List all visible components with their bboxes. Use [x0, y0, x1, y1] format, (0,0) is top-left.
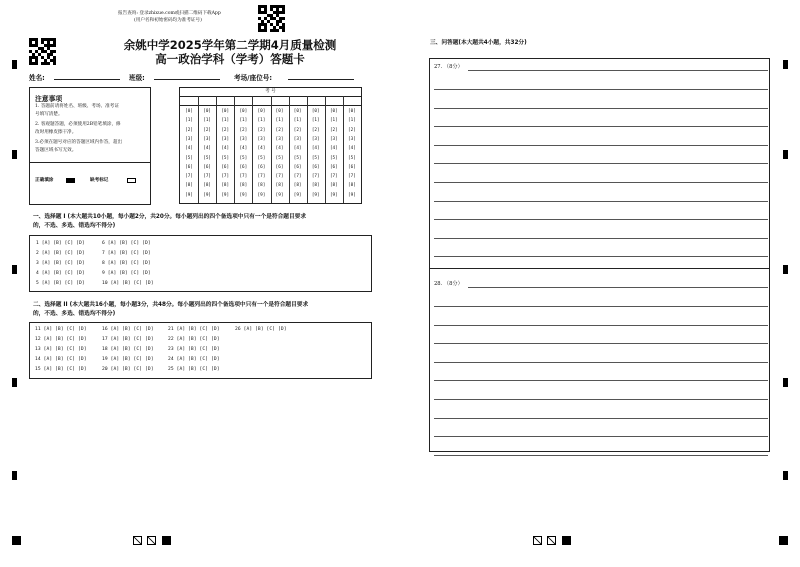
- exam-digit-bubble[interactable]: [9]: [348, 192, 356, 198]
- exam-digit-bubble[interactable]: [3]: [293, 136, 302, 142]
- exam-number-header: 考 号: [265, 89, 276, 94]
- answer-line: [434, 163, 768, 164]
- choice-question-row[interactable]: 14 [A] [B] [C] [D]: [35, 357, 87, 362]
- exam-digit-bubble[interactable]: [9]: [275, 192, 284, 198]
- exam-number-grid: [179, 87, 362, 204]
- choice-question-row[interactable]: 4 [A] [B] [C] [D]: [36, 271, 85, 276]
- choice-question-row[interactable]: 9 [A] [B] [C] [D]: [102, 271, 151, 276]
- answer-line: [434, 182, 768, 183]
- exam-digit-bubble[interactable]: [5]: [329, 155, 338, 161]
- question-27-answer-area[interactable]: [429, 58, 770, 269]
- exam-digit-bubble[interactable]: [5]: [311, 155, 320, 161]
- report-notice-line2: (用户名和初始密码均为准考证号): [134, 18, 202, 23]
- exam-digit-bubble[interactable]: [0]: [329, 109, 338, 114]
- choice-question-row[interactable]: 11 [A] [B] [C] [D]: [35, 327, 87, 332]
- answer-line: [434, 89, 768, 90]
- timing-mark: [12, 471, 17, 480]
- answer-line: [434, 201, 768, 202]
- choice-question-row[interactable]: 16 [A] [B] [C] [D]: [102, 327, 154, 332]
- correct-fill-sample: [66, 178, 75, 183]
- absent-mark-checkbox[interactable]: [127, 178, 136, 183]
- exam-digit-bubble[interactable]: [7]: [329, 174, 338, 180]
- exam-digit-bubble[interactable]: [7]: [348, 174, 356, 180]
- exam-digit-bubble[interactable]: [2]: [275, 127, 284, 133]
- answer-line: [434, 455, 768, 456]
- anchor-mark: [562, 536, 571, 545]
- exam-digit-bubble[interactable]: [6]: [257, 164, 266, 170]
- exam-digit-bubble[interactable]: [8]: [329, 183, 338, 189]
- exam-digit-bubble[interactable]: [2]: [239, 127, 248, 133]
- exam-digit-bubble[interactable]: [5]: [221, 155, 230, 161]
- exam-digit-bubble[interactable]: [3]: [257, 136, 266, 142]
- absent-mark-label: 缺考标记: [90, 178, 109, 183]
- class-field[interactable]: [154, 72, 220, 80]
- timing-mark: [12, 265, 17, 274]
- notes-line: 3.必须在题号对应的答题区域内作答，超出: [35, 140, 123, 145]
- exam-digit-bubble[interactable]: [2]: [203, 127, 212, 133]
- notes-box: [29, 87, 151, 205]
- exam-digit-bubble[interactable]: [4]: [348, 146, 356, 152]
- exam-digit-bubble[interactable]: [4]: [203, 146, 212, 152]
- timing-mark: [783, 60, 788, 69]
- section1-answer-box: [29, 235, 372, 292]
- choice-question-row[interactable]: 6 [A] [B] [C] [D]: [102, 241, 151, 246]
- exam-digit-bubble[interactable]: [0]: [257, 109, 266, 114]
- answer-line: [434, 343, 768, 344]
- answer-line: [434, 219, 768, 220]
- timing-mark: [783, 150, 788, 159]
- timing-mark: [12, 60, 17, 69]
- exam-digit-bubble[interactable]: [2]: [329, 127, 338, 133]
- timing-mark: [783, 471, 788, 480]
- exam-digit-bubble[interactable]: [2]: [348, 127, 356, 133]
- choice-question-row[interactable]: 18 [A] [B] [C] [D]: [102, 347, 154, 352]
- exam-digit-bubble[interactable]: [7]: [239, 174, 248, 180]
- answer-line: [434, 380, 768, 381]
- exam-digit-bubble[interactable]: [5]: [239, 155, 248, 161]
- exam-digit-bubble[interactable]: [4]: [311, 146, 320, 152]
- choice-question-row[interactable]: 1 [A] [B] [C] [D]: [36, 241, 85, 246]
- exam-digit-bubble[interactable]: [3]: [185, 136, 193, 142]
- timing-mark: [12, 150, 17, 159]
- exam-digit-bubble[interactable]: [8]: [257, 183, 266, 189]
- exam-digit-bubble[interactable]: [1]: [293, 118, 302, 124]
- choice-question-row[interactable]: 5 [A] [B] [C] [D]: [36, 281, 85, 286]
- answer-line: [434, 362, 768, 363]
- exam-digit-bubble[interactable]: [5]: [203, 155, 212, 161]
- exam-digit-bubble[interactable]: [9]: [293, 192, 302, 198]
- exam-digit-bubble[interactable]: [9]: [203, 192, 212, 198]
- question-28-answer-area[interactable]: [429, 268, 770, 452]
- name-label: 姓名:: [29, 74, 45, 82]
- exam-digit-bubble[interactable]: [5]: [293, 155, 302, 161]
- page-subtitle: 高一政治学科（学考）答题卡: [155, 52, 305, 66]
- exam-digit-bubble[interactable]: [4]: [293, 146, 302, 152]
- notes-title: 注意事项: [35, 95, 63, 103]
- exam-digit-bubble[interactable]: [9]: [221, 192, 230, 198]
- corner-mark: [12, 536, 21, 545]
- exam-digit-bubble[interactable]: [9]: [185, 192, 193, 198]
- exam-digit-bubble[interactable]: [4]: [275, 146, 284, 152]
- exam-digit-bubble[interactable]: [2]: [257, 127, 266, 133]
- answer-line: [434, 306, 768, 307]
- name-field[interactable]: [54, 72, 120, 80]
- section1-heading-cont: 的，不选、多选、错选均不得分): [33, 223, 116, 229]
- exam-digit-bubble[interactable]: [6]: [239, 164, 248, 170]
- choice-question-row[interactable]: 15 [A] [B] [C] [D]: [35, 367, 87, 372]
- choice-question-row[interactable]: 23 [A] [B] [C] [D]: [168, 347, 220, 352]
- answer-line: [434, 108, 768, 109]
- exam-digit-bubble[interactable]: [1]: [185, 118, 193, 124]
- answer-line: [434, 126, 768, 127]
- exam-digit-bubble[interactable]: [1]: [329, 118, 338, 124]
- exam-digit-bubble[interactable]: [1]: [275, 118, 284, 124]
- answer-line: [468, 70, 768, 71]
- choice-question-row[interactable]: 13 [A] [B] [C] [D]: [35, 347, 87, 352]
- exam-digit-bubble[interactable]: [4]: [329, 146, 338, 152]
- exam-digit-bubble[interactable]: [0]: [348, 109, 356, 114]
- exam-digit-bubble[interactable]: [0]: [203, 109, 212, 114]
- exam-digit-bubble[interactable]: [1]: [221, 118, 230, 124]
- exam-digit-bubble[interactable]: [9]: [311, 192, 320, 198]
- room-seat-label: 考场/座位号:: [234, 74, 273, 82]
- page-title: 余姚中学2025学年第二学期4月质量检测: [123, 38, 337, 52]
- qr-code-icon: [258, 5, 285, 32]
- exam-digit-bubble[interactable]: [8]: [293, 183, 302, 189]
- choice-question-row[interactable]: 10 [A] [B] [C] [D]: [102, 281, 154, 286]
- exam-digit-bubble[interactable]: [8]: [221, 183, 230, 189]
- anchor-box: [547, 536, 556, 545]
- choice-question-row[interactable]: 22 [A] [B] [C] [D]: [168, 337, 220, 342]
- exam-digit-bubble[interactable]: [7]: [275, 174, 284, 180]
- exam-digit-bubble[interactable]: [8]: [311, 183, 320, 189]
- choice-question-row[interactable]: 7 [A] [B] [C] [D]: [102, 251, 151, 256]
- exam-digit-bubble[interactable]: [3]: [275, 136, 284, 142]
- exam-digit-bubble[interactable]: [7]: [311, 174, 320, 180]
- notes-line: 1. 答题前请将姓名、班级、考场、准考证: [35, 104, 119, 109]
- exam-digit-bubble[interactable]: [9]: [329, 192, 338, 198]
- exam-digit-bubble[interactable]: [3]: [311, 136, 320, 142]
- answer-line: [434, 238, 768, 239]
- choice-question-row[interactable]: 25 [A] [B] [C] [D]: [168, 367, 220, 372]
- report-notice-line1: 报告查询: 登录zhixue.com或扫描二维码下载App: [118, 11, 221, 16]
- exam-digit-bubble[interactable]: [7]: [185, 174, 193, 180]
- choice-question-row[interactable]: 8 [A] [B] [C] [D]: [102, 261, 151, 266]
- choice-question-row[interactable]: 19 [A] [B] [C] [D]: [102, 357, 154, 362]
- section2-heading: 二、选择题 II (本大题共16小题，每小题3分，共48分。每小题列出的四个备选项中只有一个是符合题目要求: [33, 302, 309, 308]
- exam-digit-bubble[interactable]: [2]: [185, 127, 193, 133]
- anchor-box: [133, 536, 142, 545]
- exam-digit-bubble[interactable]: [1]: [239, 118, 248, 124]
- timing-mark: [12, 378, 17, 387]
- exam-digit-bubble[interactable]: [8]: [185, 183, 193, 189]
- exam-digit-bubble[interactable]: [3]: [203, 136, 212, 142]
- exam-digit-bubble[interactable]: [8]: [275, 183, 284, 189]
- exam-digit-bubble[interactable]: [8]: [348, 183, 356, 189]
- exam-digit-bubble[interactable]: [5]: [348, 155, 356, 161]
- exam-digit-bubble[interactable]: [4]: [257, 146, 266, 152]
- question-28-label: 28. （8分）: [434, 281, 463, 287]
- exam-digit-bubble[interactable]: [2]: [293, 127, 302, 133]
- exam-digit-bubble[interactable]: [6]: [275, 164, 284, 170]
- section2-answer-box: [29, 322, 372, 379]
- answer-line: [434, 256, 768, 257]
- choice-question-row[interactable]: 21 [A] [B] [C] [D]: [168, 327, 220, 332]
- exam-digit-bubble[interactable]: [1]: [311, 118, 320, 124]
- choice-question-row[interactable]: 26 [A] [B] [C] [D]: [235, 327, 287, 332]
- corner-mark: [779, 536, 788, 545]
- correct-fill-label: 正确填涂: [35, 178, 54, 183]
- exam-digit-bubble[interactable]: [1]: [203, 118, 212, 124]
- notes-divider: [30, 162, 150, 163]
- section1-heading: 一、选择题 I (本大题共10小题，每小题2分，共20分。每小题列出的四个备选项中只有一个是符合题目要求: [33, 214, 307, 220]
- answer-line: [434, 418, 768, 419]
- exam-digit-bubble[interactable]: [2]: [311, 127, 320, 133]
- anchor-box: [533, 536, 542, 545]
- answer-line: [434, 145, 768, 146]
- exam-digit-bubble[interactable]: [6]: [203, 164, 212, 170]
- exam-digit-bubble[interactable]: [6]: [311, 164, 320, 170]
- choice-question-row[interactable]: 12 [A] [B] [C] [D]: [35, 337, 87, 342]
- qr-code-icon: [29, 38, 56, 65]
- exam-digit-bubble[interactable]: [8]: [239, 183, 248, 189]
- room-seat-field[interactable]: [288, 72, 354, 80]
- notes-line: 答题区域书写无效。: [35, 148, 77, 153]
- exam-digit-bubble[interactable]: [2]: [221, 127, 230, 133]
- notes-line: 改时用橡皮擦干净。: [35, 130, 77, 135]
- exam-digit-bubble[interactable]: [8]: [203, 183, 212, 189]
- exam-digit-bubble[interactable]: [1]: [257, 118, 266, 124]
- exam-digit-bubble[interactable]: [7]: [257, 174, 266, 180]
- choice-question-row[interactable]: 2 [A] [B] [C] [D]: [36, 251, 85, 256]
- exam-digit-bubble[interactable]: [0]: [293, 109, 302, 114]
- exam-digit-bubble[interactable]: [6]: [293, 164, 302, 170]
- exam-digit-bubble[interactable]: [4]: [185, 146, 193, 152]
- choice-question-row[interactable]: 3 [A] [B] [C] [D]: [36, 261, 85, 266]
- answer-line: [434, 436, 768, 437]
- exam-digit-bubble[interactable]: [0]: [239, 109, 248, 114]
- notes-line: 号填写清楚。: [35, 112, 63, 117]
- exam-digit-bubble[interactable]: [1]: [348, 118, 356, 124]
- exam-digit-bubble[interactable]: [6]: [221, 164, 230, 170]
- exam-digit-bubble[interactable]: [3]: [329, 136, 338, 142]
- exam-digit-bubble[interactable]: [7]: [293, 174, 302, 180]
- choice-question-row[interactable]: 20 [A] [B] [C] [D]: [102, 367, 154, 372]
- exam-digit-bubble[interactable]: [4]: [221, 146, 230, 152]
- choice-question-row[interactable]: 17 [A] [B] [C] [D]: [102, 337, 154, 342]
- timing-mark: [783, 378, 788, 387]
- section2-heading-cont: 的，不选、多选、错选均不得分): [33, 311, 116, 317]
- exam-digit-bubble[interactable]: [7]: [221, 174, 230, 180]
- exam-digit-bubble[interactable]: [9]: [239, 192, 248, 198]
- question-27-label: 27. （8分）: [434, 64, 463, 70]
- exam-digit-bubble[interactable]: [3]: [348, 136, 356, 142]
- choice-question-row[interactable]: 24 [A] [B] [C] [D]: [168, 357, 220, 362]
- exam-digit-bubble[interactable]: [5]: [185, 155, 193, 161]
- class-label: 班级:: [129, 74, 145, 82]
- anchor-mark: [162, 536, 171, 545]
- exam-digit-bubble[interactable]: [9]: [257, 192, 266, 198]
- exam-digit-bubble[interactable]: [3]: [239, 136, 248, 142]
- anchor-box: [147, 536, 156, 545]
- timing-mark: [783, 265, 788, 274]
- answer-line: [434, 399, 768, 400]
- exam-digit-bubble[interactable]: [5]: [257, 155, 266, 161]
- exam-digit-bubble[interactable]: [6]: [348, 164, 356, 170]
- answer-line: [434, 325, 768, 326]
- exam-digit-bubble[interactable]: [0]: [275, 109, 284, 114]
- exam-digit-bubble[interactable]: [6]: [329, 164, 338, 170]
- exam-digit-bubble[interactable]: [4]: [239, 146, 248, 152]
- exam-digit-bubble[interactable]: [0]: [311, 109, 320, 114]
- exam-digit-bubble[interactable]: [0]: [221, 109, 230, 114]
- exam-digit-bubble[interactable]: [3]: [221, 136, 230, 142]
- exam-digit-bubble[interactable]: [7]: [203, 174, 212, 180]
- exam-digit-bubble[interactable]: [5]: [275, 155, 284, 161]
- notes-line: 2. 客观题答题，必须使用2B铅笔填涂，修: [35, 122, 121, 127]
- exam-digit-bubble[interactable]: [0]: [185, 109, 193, 114]
- answer-line: [468, 287, 768, 288]
- exam-digit-bubble[interactable]: [6]: [185, 164, 193, 170]
- section3-heading: 三、问答题(本大题共4小题，共32分): [430, 40, 527, 46]
